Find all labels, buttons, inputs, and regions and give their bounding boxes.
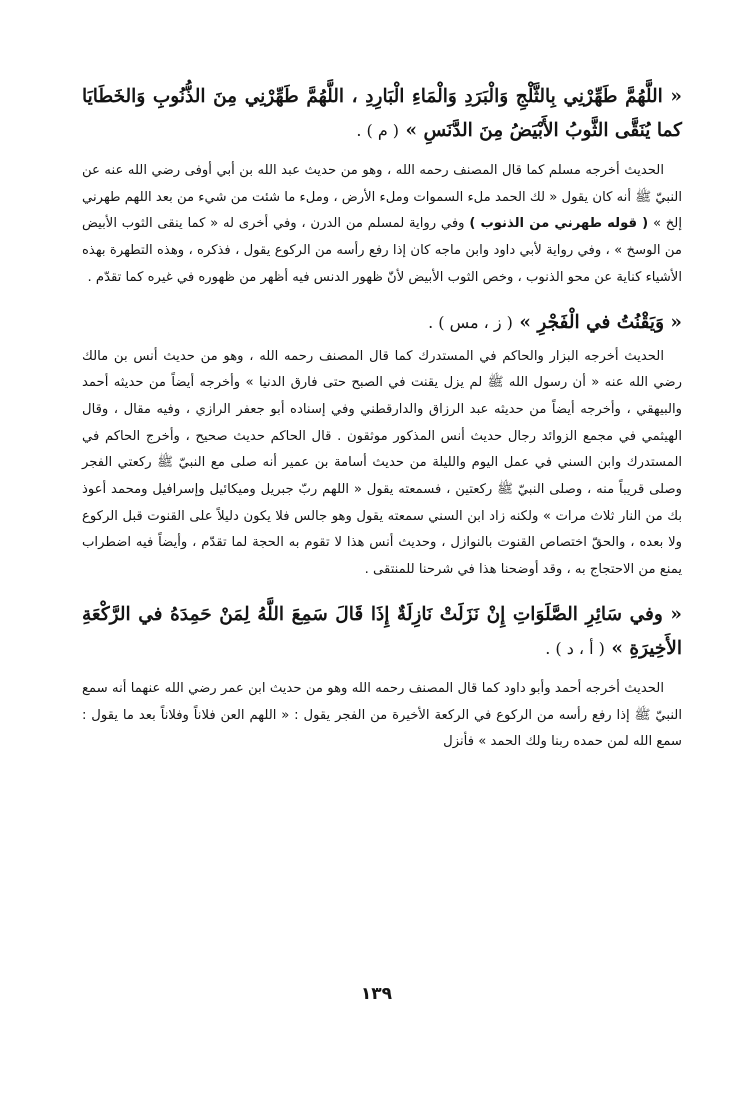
hadith-3-source: ( أ ، د ) . (545, 638, 605, 658)
hadith-text-1 (82, 80, 682, 148)
commentary-1 (82, 158, 682, 292)
page-number: ١٣٩ (360, 984, 393, 1004)
commentary-1-part-b: وفي رواية لمسلم من الدرن ، وفي أخرى له « كما ينقى الثوب الأبيض من الوسخ » ، وفي رواية لأبي داود وابن ماجه كان إذا رفع رأسه من الركوع يقول ، فذكره ، وهذه التطهرة بهذه الأشياء كناية عن محو الذنوب ، وخص الثوب الأبيض لأنّ ظهور الدنس فيه أظهر من ظهوره في غيره كما تقدّم . (82, 216, 682, 285)
commentary-3: الحديث أخرجه أحمد وأبو داود كما قال المصنف رحمه الله وهو من حديث ابن عمر رضي الله عنهما أنه سمع النبيّ ﷺ إذا رفع رأسه من الركوع في الركعة الأخيرة من الفجر يقول : « اللهم العن فلاناً وفلاناً بعد ما يقول : سمع الله لمن حمده ربنا ولك الحمد » فأنزل (82, 680, 682, 750)
hadith-text-2 (82, 306, 682, 340)
commentary-2: الحديث أخرجه البزار والحاكم في المستدرك كما قال المصنف رحمه الله ، وهو من حديث أنس بن مالك رضي الله عنه « أن رسول الله ﷺ لم يزل يقنت في الصبح حتى فارق الدنيا » وأخرجه أيضاً من حديثه أحمد والبيهقي ، وأخرجه أيضاً من حديثه عبد الرزاق والدارقطني وفي إسناده أبو جعفر الرازي ، وفيه مقال ، وقال الهيثمي في مجمع الزوائد رجال حديث أنس المذكور موثقون . قال الحاكم حديث صحيح ، وأخرج الحاكم في المستدرك وابن السني في عمل اليوم والليلة من حديث أسامة بن عمير أنه صلى مع النبيّ ﷺ ركعتي الفجر وصلى قريباً منه ، وصلى النبيّ ﷺ ركعتين ، فسمعته يقول « اللهم ربّ جبريل وميكائيل وإسرافيل ومحمد أعوذ بك من النار ثلاث مرات » ولكنه زاد ابن السني سمعته يقول وهو جالس فلا يكون دليلاً على القنوت قبل الركوع ولا بعده ، والحقّ اختصاص القنوت بالنوازل ، وحديث أنس هذا لا تقوم به الحجة لما تقدّم ، وأيضاً فيه اضطراب يمنع من الاحتجاج به ، وقد أوضحنا هذا في شرحنا للمنتقى . (82, 348, 682, 578)
hadith-2-source: ( ز ، مس ) . (428, 312, 513, 332)
page-body (82, 80, 682, 756)
hadith-3-arabic: « وفي سَائِرِ الصَّلَوَاتِ إِنْ نَزَلَتْ نَازِلَةٌ إِذَا قَالَ سَمِعَ اللَّهُ لِمَنْ حَمِدَهُ في الرَّكْعَةِ الأَخِيرَةِ » (82, 603, 682, 659)
hadith-2-arabic: « وَيَقْنُتُ في الْفَجْرِ » (519, 311, 682, 333)
commentary-1-part-a: الحديث أخرجه مسلم كما قال المصنف رحمه الله ، وهو من حديث عبد الله بن أبي أوفى رضي الله عنه عن النبيّ ﷺ أنه كان يقول « لك الحمد ملء السموات وملء الأرض ، وملء ما شئت من شيء من بعد اللهم طهرني إلخ » (82, 163, 682, 232)
hadith-1-arabic: « اللَّهُمَّ طَهِّرْنِي بِالثَّلْجِ وَالْبَرَدِ وَالْمَاءِ الْبَارِدِ ، اللَّهُمَّ طَهِّرْنِي مِنَ الذُّنُوبِ وَالخَطَايَا كما يُنَقَّى الثَّوبُ الأَبْيَضُ مِنَ الدَّنَسِ » (82, 86, 682, 141)
commentary-1-heading: ( قوله طهرني من الذنوب ) (469, 216, 649, 232)
hadith-text-3 (82, 598, 682, 666)
hadith-1-source: ( م ) . (356, 121, 400, 140)
